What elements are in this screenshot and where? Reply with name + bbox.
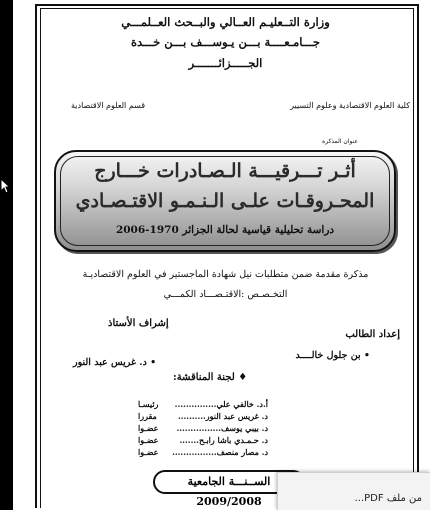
mouse-pointer-icon	[0, 178, 10, 194]
jury-member-name: د. بيبي يوسف................	[176, 423, 268, 433]
jury-member-row	[138, 435, 268, 446]
ministry-name: وزارة التــعليـم العــالي والبــحث العــلمـــي	[121, 15, 330, 29]
department-name: قسم العلوم الاقتصادية	[71, 101, 146, 110]
jury-member-name: د. غريس عبد النور..........	[177, 411, 268, 421]
jury-member-role: عضـوا	[138, 435, 159, 445]
jury-member-name: د. مصار منصف................	[172, 447, 268, 457]
supervisor-name: • د. غريس عبد النور	[73, 357, 157, 368]
jury-heading: ♦ لجنة المناقشة:	[173, 372, 248, 383]
jury-member-role: عضـوا	[138, 447, 159, 457]
jury-member-name: د. حـمـدي باشا رابـح.......	[179, 435, 268, 445]
thesis-subtitle: دراسة تحليلية قياسية لحالة الجزائر 1970-2006	[115, 224, 335, 236]
thesis-title-line-2: المحـروقـات علـى الـنـمـو الاقتـصـادي	[75, 190, 375, 212]
pdf-popup-label: من ملف PDF...	[354, 493, 422, 504]
document-page	[13, 0, 430, 510]
student-name: • بن جلول خالــــد	[295, 350, 370, 361]
thesis-title-line-1: أثـر تـــرقيـــة الـصـادرات خـــارج	[94, 160, 356, 182]
jury-member-row	[138, 411, 268, 422]
faculty-name: كلية العلوم الاقتصادية وعلوم التسيير	[290, 101, 410, 110]
jury-member-role: رئيسـا	[138, 399, 159, 409]
submission-statement: مذكرة مقدمة ضمن متطلبات نيل شهادة الماجستير في العلوم الاقتصاديـة	[82, 269, 369, 280]
student-heading: إعداد الطالب	[345, 329, 400, 340]
jury-member-name: أ.د. خالفي علي...............	[174, 399, 268, 409]
academic-year-box: الســنـــة الجامعية 2009/2008	[153, 470, 305, 494]
jury-member-role: عضـوا	[138, 423, 159, 433]
jury-member-role: مقررا	[138, 411, 157, 421]
supervisor-heading: إشراف الأستاذ	[108, 318, 169, 329]
title-box	[54, 150, 396, 252]
jury-member-row	[138, 447, 268, 458]
pdf-popup-menu-item[interactable]	[277, 472, 430, 510]
specialization: التخـصـص :الاقتـصـــاد الكمـــي	[163, 289, 288, 300]
country-name: الجـــــزائـــــــر	[188, 56, 263, 70]
thesis-label: عنوان المذكرة	[322, 138, 358, 145]
jury-member-row	[138, 399, 268, 410]
university-name: جـــامـعــــة بـــن يـوســـف بـــن خـــدة	[130, 35, 320, 49]
jury-member-row	[138, 423, 268, 434]
